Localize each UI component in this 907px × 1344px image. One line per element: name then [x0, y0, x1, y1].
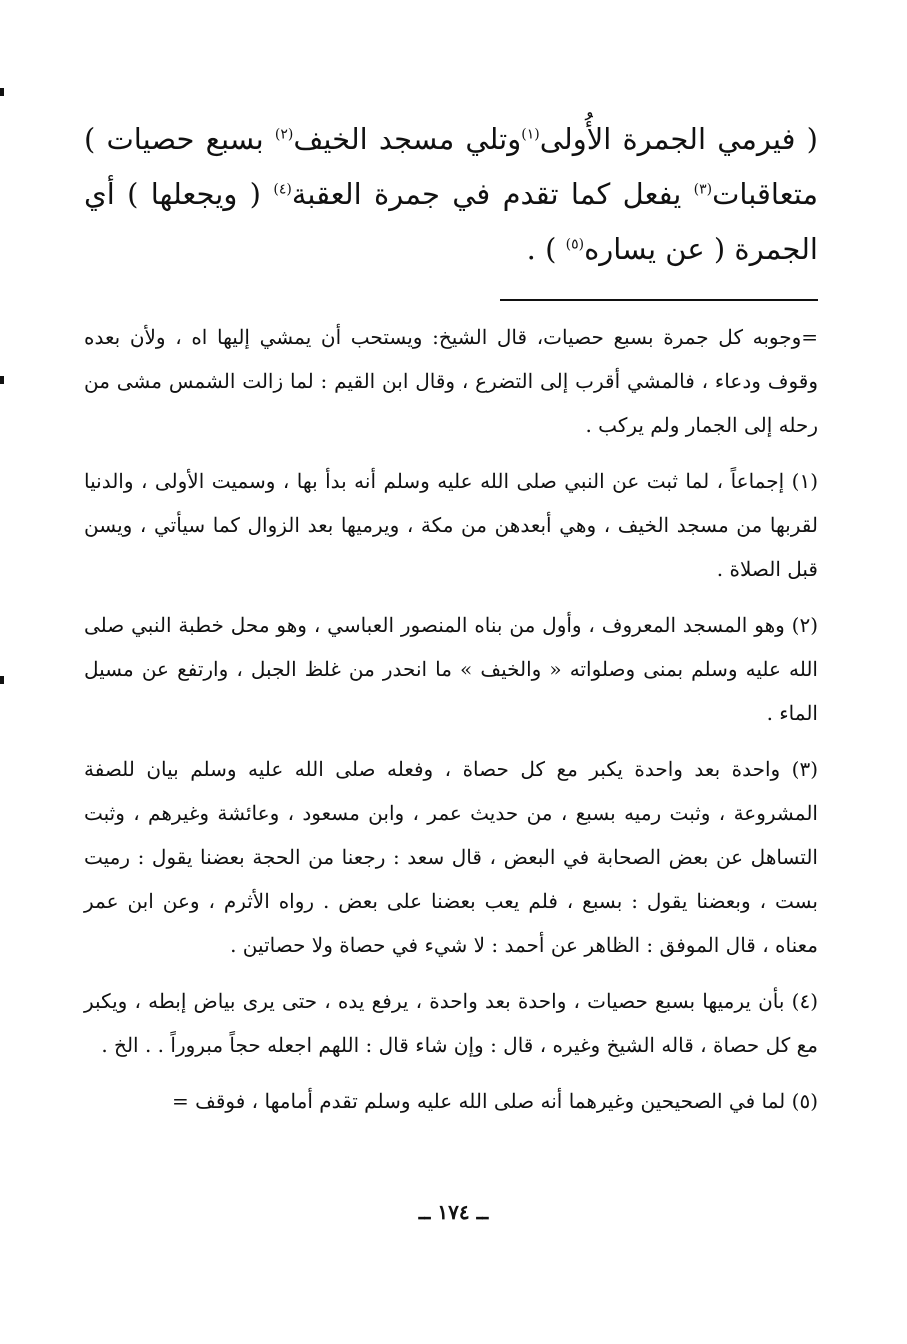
main-text-segment: ( فيرمي الجمرة الأُولى: [539, 122, 818, 156]
footnote-ref: (١): [521, 126, 540, 143]
main-text-segment: يفعل كما تقدم في جمرة العقبة: [291, 177, 694, 211]
footnote-separator-wrap: [84, 277, 818, 315]
main-text-segment: ( ويجعلها ) أي الجمرة ( عن يساره: [84, 177, 818, 266]
footnote-ref: (٣): [693, 181, 713, 198]
footnote-3: (٣) واحدة بعد واحدة يكبر مع كل حصاة ، وفعله صلى الله عليه وسلم بيان للصفة المشروعة ، وثبت رميه بسبع ، من حديث عمر ، وابن مسعود ، وعائشة وغيرهم ، وثبت التساهل عن بعض الصحابة في البعض ، قال سعد : رجعنا من الحجة بعضنا يقول : رميت بست ، وبعضنا يقول : بسبع ، فلم يعب بعضنا على بعض . رواه الأثرم ، وعن ابن عمر معناه ، قال الموفق : الظاهر عن أحمد : لا شيء في حصاة ولا حصاتين .: [84, 757, 819, 957]
scan-edge-mark: [0, 376, 4, 384]
main-text-segment: وتلي مسجد الخيف: [293, 122, 522, 156]
footnote-ref: (٥): [565, 236, 585, 253]
main-paragraph: [84, 112, 818, 277]
scan-edge-mark: [0, 88, 4, 96]
footnote-2: (٢) وهو المسجد المعروف ، وأول من بناه المنصور العباسي ، وهو محل خطبة النبي صلى الله عليه وسلم بمنى وصلواته « والخيف » ما انحدر من غلظ الجبل ، وارتفع عن مسيل الماء .: [84, 613, 818, 725]
page-body: [84, 112, 818, 1135]
footnote-5: (٥) لما في الصحيحين وغيرهما أنه صلى الله عليه وسلم تقدم أمامها ، فوقف =: [172, 1089, 818, 1113]
footnote-separator: [500, 299, 818, 301]
footnote-ref: (٤): [273, 181, 292, 198]
footnotes: [84, 315, 818, 1123]
footnote-1: (١) إجماعاً ، لما ثبت عن النبي صلى الله عليه وسلم أنه بدأ بها ، وسميت الأولى ، والدنيا لقربها من مسجد الخيف ، وهي أبعدهن من مكة ، ويرميها بعد الزوال كما سيأتي ، ويسن قبل الصلاة .: [84, 469, 818, 581]
page-number: ــ ١٧٤ ــ: [418, 1200, 489, 1224]
main-text: [84, 112, 818, 277]
footnote-ref: (٢): [274, 126, 294, 143]
footnote-continuation: =وجوبه كل جمرة بسبع حصيات، قال الشيخ: ويستحب أن يمشي إليها اه ، ولأن بعده وقوف ودعاء ، فالمشي أقرب إلى التضرع ، وقال ابن القيم : لما زالت الشمس مشى من رحله إلى الجمار ولم يركب .: [84, 325, 818, 437]
footnote-4: (٤) بأن يرميها بسبع حصيات ، واحدة بعد واحدة ، يرفع يده ، حتى يرى بياض إبطه ، ويكبر مع كل حصاة ، قاله الشيخ وغيره ، قال : وإن شاء قال : اللهم اجعله حجاً مبروراً . . الخ .: [84, 989, 818, 1057]
main-text-segment: ) .: [526, 232, 566, 266]
scan-edge-mark: [0, 676, 4, 684]
main-text-segment: بسبع حصيات ) متعاقبات: [84, 122, 818, 211]
